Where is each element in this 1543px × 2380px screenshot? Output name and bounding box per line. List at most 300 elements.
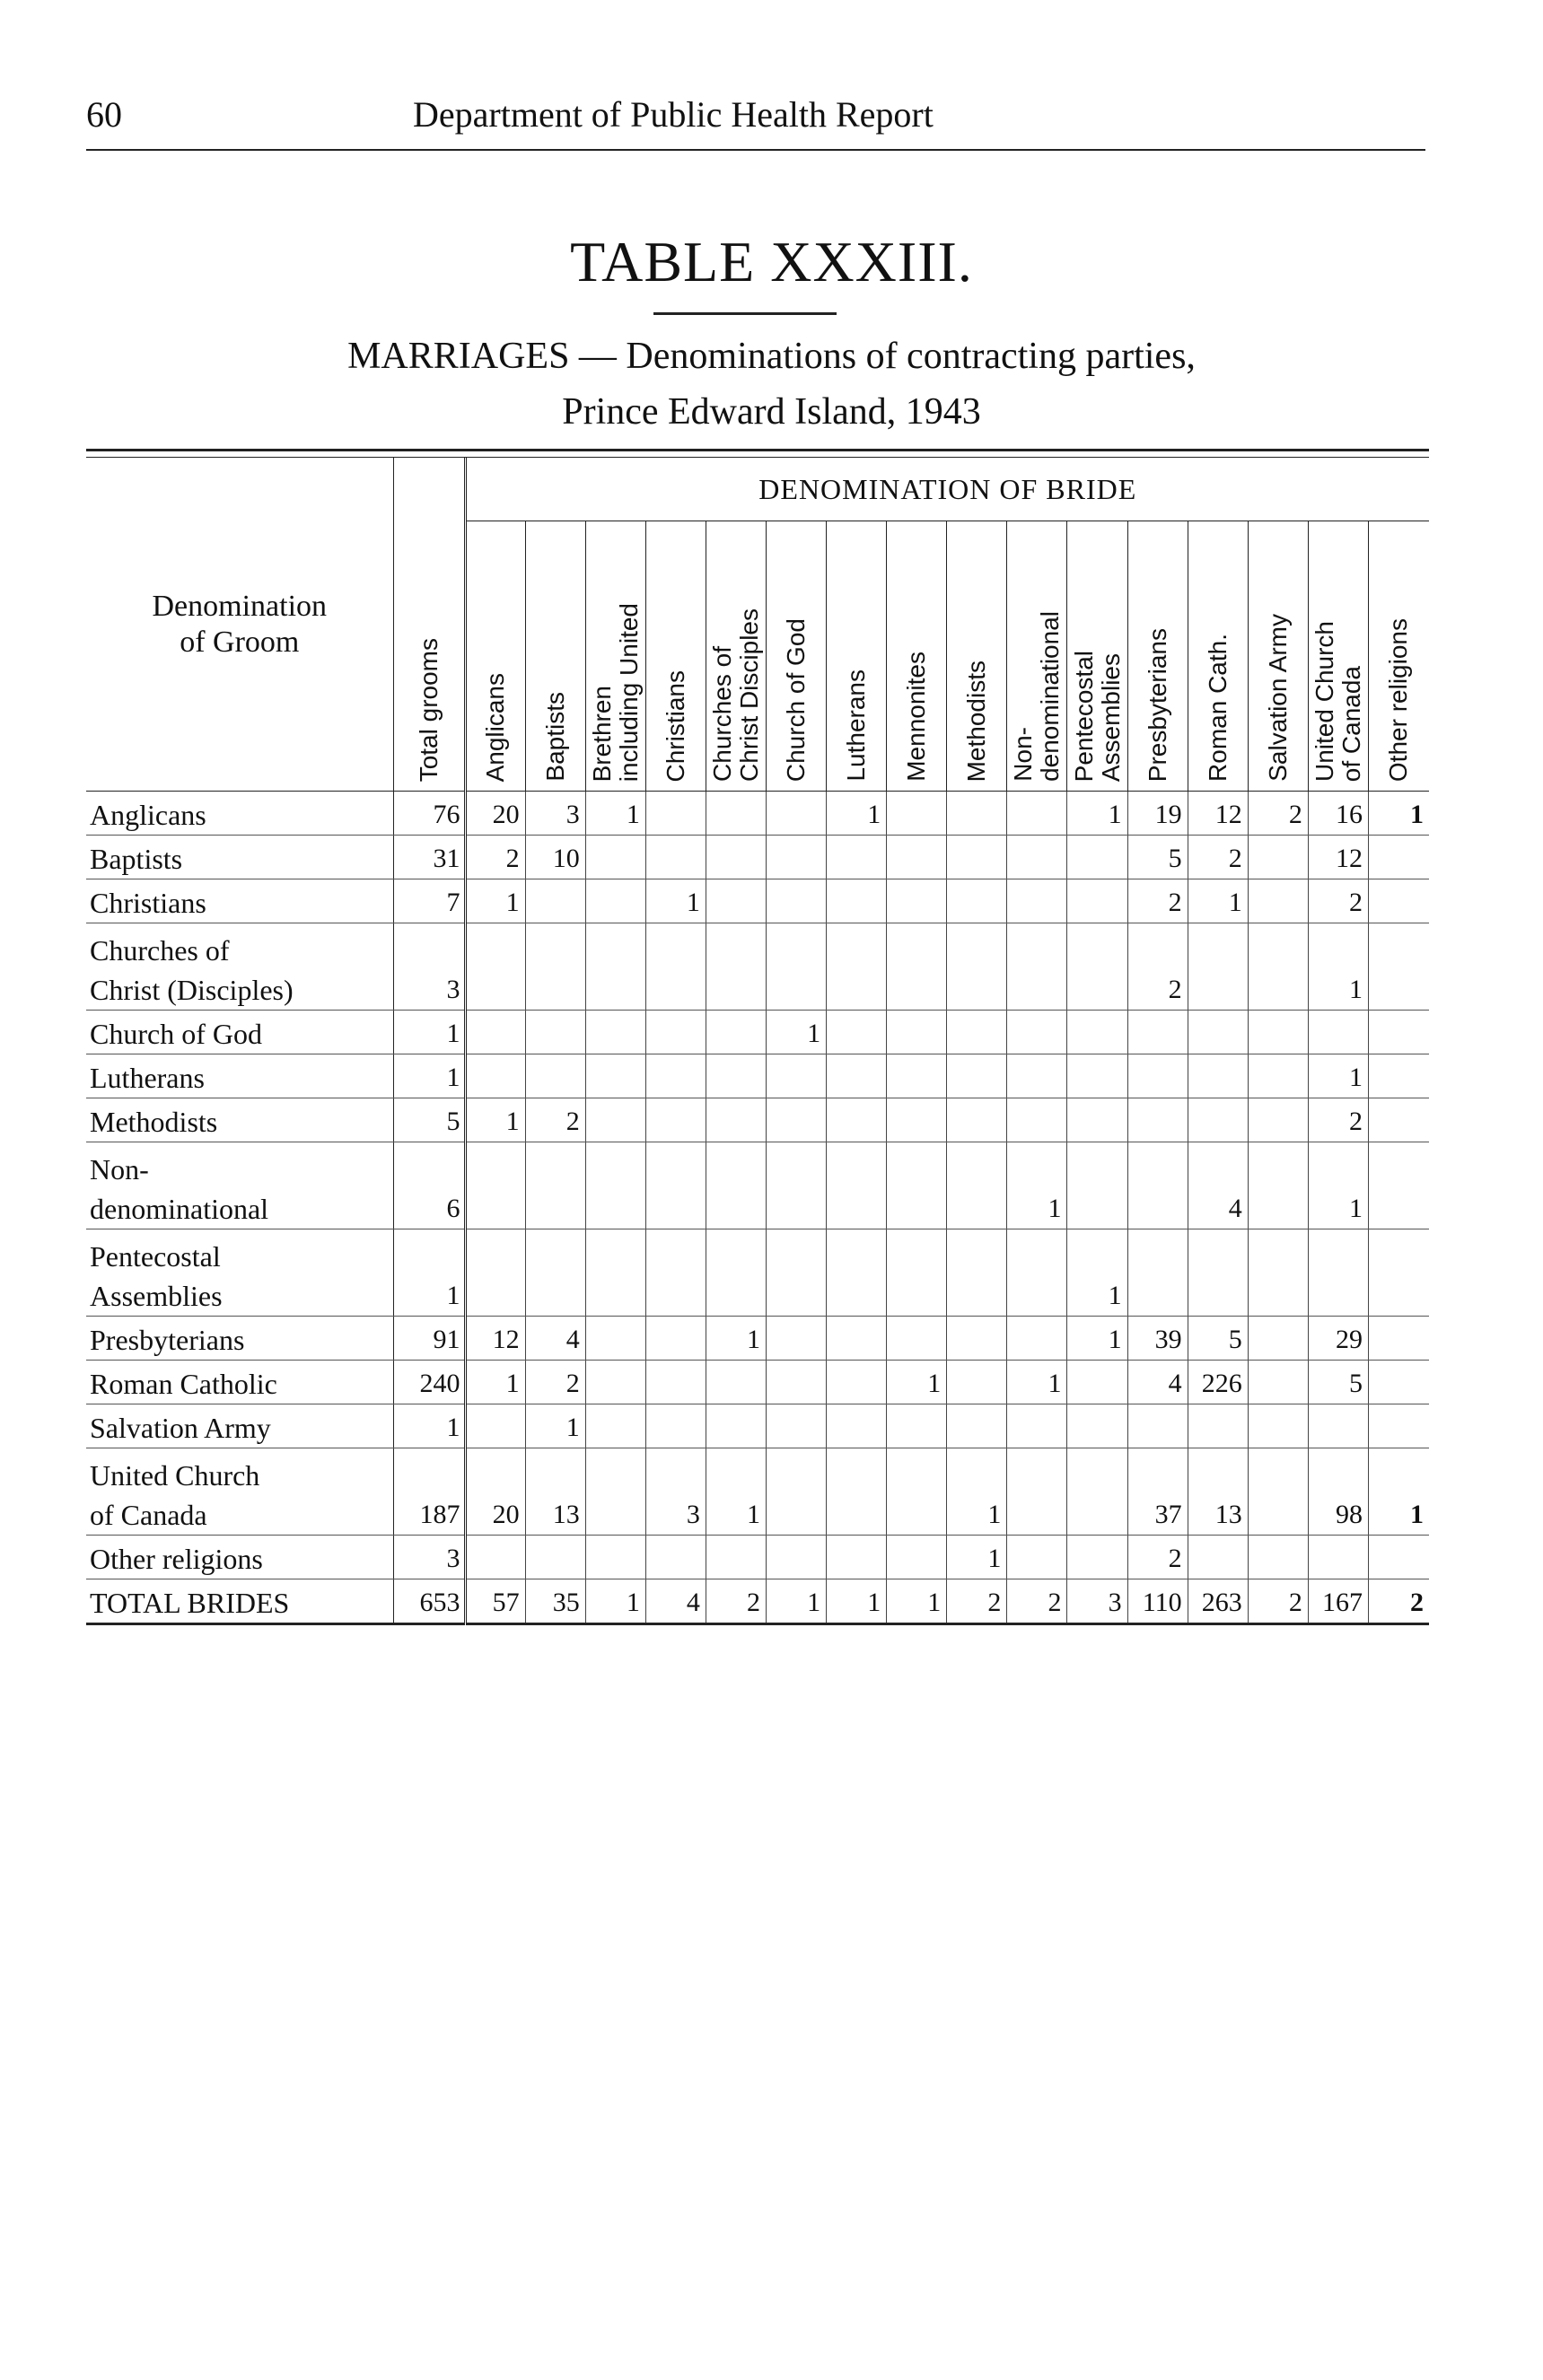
count-cell bbox=[645, 836, 706, 879]
count-cell bbox=[1368, 1098, 1429, 1142]
count-cell bbox=[1248, 1142, 1308, 1229]
count-cell: 39 bbox=[1127, 1317, 1188, 1361]
subtitle-line-2: Prince Edward Island, 1943 bbox=[562, 391, 981, 433]
count-cell bbox=[525, 1536, 585, 1579]
bride-column-label: Churches of bbox=[707, 646, 736, 782]
count-cell bbox=[1248, 879, 1308, 923]
running-title: Department of Public Health Report bbox=[413, 94, 934, 135]
count-cell: 2 bbox=[465, 836, 525, 879]
groom-denomination-line: Salvation Army bbox=[90, 1412, 271, 1444]
count-cell bbox=[465, 923, 525, 1011]
count-cell: 1 bbox=[767, 1011, 827, 1054]
bride-column-header bbox=[1067, 521, 1127, 792]
count-cell bbox=[767, 836, 827, 879]
groom-denomination-line: Roman Catholic bbox=[90, 1368, 277, 1400]
count-cell: 5 bbox=[1127, 836, 1188, 879]
count-cell bbox=[1127, 1142, 1188, 1229]
count-cell bbox=[1188, 1054, 1248, 1098]
count-cell bbox=[1007, 792, 1067, 836]
total-grooms-header bbox=[393, 458, 465, 792]
count-cell bbox=[645, 1142, 706, 1229]
count-cell bbox=[525, 879, 585, 923]
count-cell bbox=[1067, 923, 1127, 1011]
table-subtitle bbox=[0, 328, 1543, 440]
count-cell: 1 bbox=[1308, 1054, 1368, 1098]
count-cell: 1 bbox=[1067, 1317, 1127, 1361]
count-cell bbox=[706, 836, 766, 879]
count-cell bbox=[1127, 1054, 1188, 1098]
count-cell bbox=[1368, 1536, 1429, 1579]
count-cell: 12 bbox=[1308, 836, 1368, 879]
count-cell bbox=[1127, 1229, 1188, 1317]
count-cell bbox=[1248, 1404, 1308, 1448]
count-cell bbox=[767, 792, 827, 836]
groom-denomination-line: Lutherans bbox=[90, 1062, 205, 1094]
count-cell bbox=[465, 1011, 525, 1054]
count-cell bbox=[706, 1011, 766, 1054]
count-cell bbox=[1308, 1229, 1368, 1317]
count-cell bbox=[706, 1142, 766, 1229]
count-cell: 20 bbox=[465, 792, 525, 836]
count-cell bbox=[585, 1404, 645, 1448]
groom-denomination-line: Christians bbox=[90, 887, 206, 919]
count-cell bbox=[645, 1098, 706, 1142]
count-cell bbox=[585, 1317, 645, 1361]
count-cell: 5 bbox=[1188, 1317, 1248, 1361]
count-cell bbox=[706, 1404, 766, 1448]
groom-denomination bbox=[86, 923, 393, 1011]
table-title: TABLE XXXIII. bbox=[570, 230, 973, 293]
table-row bbox=[86, 836, 1429, 879]
groom-denomination-line: Anglicans bbox=[90, 799, 206, 831]
count-cell bbox=[947, 879, 1007, 923]
count-cell bbox=[767, 923, 827, 1011]
count-cell bbox=[645, 1536, 706, 1579]
bride-column-label: Salvation Army bbox=[1263, 614, 1292, 782]
count-cell bbox=[1368, 923, 1429, 1011]
table-row bbox=[86, 1448, 1429, 1536]
count-cell bbox=[1248, 1448, 1308, 1536]
groom-denomination bbox=[86, 1229, 393, 1317]
count-cell bbox=[1067, 836, 1127, 879]
table-row bbox=[86, 1011, 1429, 1054]
count-cell: 2 bbox=[1308, 879, 1368, 923]
groom-denomination bbox=[86, 1317, 393, 1361]
count-cell bbox=[1188, 1011, 1248, 1054]
groom-denomination bbox=[86, 879, 393, 923]
count-cell bbox=[706, 1536, 766, 1579]
count-cell bbox=[827, 1361, 887, 1404]
count-cell bbox=[827, 1404, 887, 1448]
count-cell: 4 bbox=[525, 1317, 585, 1361]
count-cell: 37 bbox=[1127, 1448, 1188, 1536]
count-cell bbox=[767, 1054, 827, 1098]
bride-column-header bbox=[1308, 521, 1368, 792]
count-cell bbox=[887, 1404, 947, 1448]
bride-column-label: Anglicans bbox=[481, 672, 510, 782]
count-cell bbox=[1067, 1054, 1127, 1098]
bride-column-label: Assemblies bbox=[1096, 652, 1125, 782]
total-grooms-cell: 240 bbox=[393, 1361, 465, 1404]
groom-denomination bbox=[86, 836, 393, 879]
count-cell bbox=[827, 1448, 887, 1536]
count-cell bbox=[645, 1361, 706, 1404]
count-cell bbox=[1368, 1011, 1429, 1054]
groom-denomination-line: Other religions bbox=[90, 1543, 263, 1575]
count-cell bbox=[645, 1011, 706, 1054]
count-cell bbox=[1368, 1317, 1429, 1361]
total-brides-cell: 1 bbox=[887, 1579, 947, 1624]
count-cell bbox=[947, 1054, 1007, 1098]
bride-column-header bbox=[1368, 521, 1429, 792]
table-row bbox=[86, 923, 1429, 1011]
count-cell bbox=[706, 1229, 766, 1317]
count-cell: 19 bbox=[1127, 792, 1188, 836]
count-cell bbox=[585, 1011, 645, 1054]
count-cell bbox=[645, 792, 706, 836]
table-row bbox=[86, 792, 1429, 836]
count-cell: 1 bbox=[1188, 879, 1248, 923]
count-cell bbox=[1248, 1229, 1308, 1317]
total-brides-cell: 1 bbox=[767, 1579, 827, 1624]
count-cell bbox=[947, 1011, 1007, 1054]
count-cell bbox=[1188, 1536, 1248, 1579]
groom-denomination-line: Churches of bbox=[90, 934, 230, 967]
count-cell bbox=[887, 879, 947, 923]
count-cell bbox=[585, 879, 645, 923]
bride-column-label: including United bbox=[614, 602, 643, 782]
total-grooms-cell: 76 bbox=[393, 792, 465, 836]
count-cell bbox=[767, 1142, 827, 1229]
count-cell bbox=[1188, 1229, 1248, 1317]
count-cell bbox=[525, 1142, 585, 1229]
count-cell bbox=[1248, 1011, 1308, 1054]
groom-denomination-line: Church of God bbox=[90, 1018, 262, 1050]
table-top-rule bbox=[86, 449, 1429, 458]
groom-denomination-line: Christ (Disciples) bbox=[90, 974, 294, 1006]
count-cell: 98 bbox=[1308, 1448, 1368, 1536]
count-cell bbox=[525, 923, 585, 1011]
count-cell: 2 bbox=[1248, 792, 1308, 836]
count-cell bbox=[887, 1536, 947, 1579]
groom-denomination-line: Baptists bbox=[90, 843, 183, 875]
count-cell bbox=[887, 923, 947, 1011]
count-cell: 1 bbox=[585, 792, 645, 836]
count-cell bbox=[1007, 1098, 1067, 1142]
count-cell: 20 bbox=[465, 1448, 525, 1536]
total-grooms-cell: 1 bbox=[393, 1054, 465, 1098]
count-cell bbox=[887, 792, 947, 836]
count-cell bbox=[887, 1098, 947, 1142]
total-grooms-cell: 6 bbox=[393, 1142, 465, 1229]
bride-column-label: Baptists bbox=[540, 692, 569, 782]
count-cell bbox=[767, 1536, 827, 1579]
count-cell bbox=[1067, 1448, 1127, 1536]
count-cell bbox=[1248, 1317, 1308, 1361]
count-cell: 10 bbox=[525, 836, 585, 879]
total-grooms-label: Total grooms bbox=[414, 637, 443, 782]
count-cell bbox=[525, 1011, 585, 1054]
count-cell bbox=[1368, 836, 1429, 879]
groom-denomination-line: United Church bbox=[90, 1459, 260, 1492]
bride-column-label: denominational bbox=[1036, 611, 1065, 782]
count-cell bbox=[947, 1142, 1007, 1229]
count-cell: 1 bbox=[645, 879, 706, 923]
count-cell bbox=[1188, 923, 1248, 1011]
total-grooms-cell: 91 bbox=[393, 1317, 465, 1361]
total-grooms-cell: 31 bbox=[393, 836, 465, 879]
count-cell bbox=[947, 1317, 1007, 1361]
bride-column-header bbox=[1127, 521, 1188, 792]
count-cell bbox=[1248, 1098, 1308, 1142]
bride-column-label: of Canada bbox=[1337, 665, 1365, 782]
count-cell bbox=[887, 1142, 947, 1229]
total-brides-cell: 1 bbox=[585, 1579, 645, 1624]
marriages-table bbox=[86, 449, 1429, 1625]
table-row bbox=[86, 1054, 1429, 1098]
count-cell bbox=[827, 1536, 887, 1579]
table-row bbox=[86, 1317, 1429, 1361]
count-cell: 3 bbox=[645, 1448, 706, 1536]
stub-header-line-1: Denomination bbox=[152, 589, 328, 623]
count-cell: 1 bbox=[1368, 792, 1429, 836]
count-cell: 16 bbox=[1308, 792, 1368, 836]
count-cell bbox=[1368, 1054, 1429, 1098]
total-brides-cell: 167 bbox=[1308, 1579, 1368, 1624]
subtitle-line-1: MARRIAGES — Denominations of contracting parties, bbox=[347, 336, 1196, 377]
page-number: 60 bbox=[86, 94, 122, 135]
total-brides-cell: 2 bbox=[706, 1579, 766, 1624]
count-cell bbox=[767, 1404, 827, 1448]
count-cell bbox=[1067, 1404, 1127, 1448]
bride-column-label: Methodists bbox=[962, 660, 991, 782]
total-brides-cell: 2 bbox=[1368, 1579, 1429, 1624]
count-cell bbox=[1248, 1536, 1308, 1579]
count-cell: 29 bbox=[1308, 1317, 1368, 1361]
table-row bbox=[86, 1142, 1429, 1229]
total-brides-cell: 4 bbox=[645, 1579, 706, 1624]
count-cell bbox=[827, 1142, 887, 1229]
total-grooms-cell: 7 bbox=[393, 879, 465, 923]
count-cell bbox=[1308, 1011, 1368, 1054]
count-cell bbox=[947, 836, 1007, 879]
count-cell bbox=[827, 1229, 887, 1317]
total-brides-cell: 263 bbox=[1188, 1579, 1248, 1624]
count-cell: 2 bbox=[1127, 923, 1188, 1011]
bride-column-header bbox=[947, 521, 1007, 792]
groom-denomination bbox=[86, 1536, 393, 1579]
count-cell bbox=[827, 1317, 887, 1361]
bride-column-label: United Church bbox=[1310, 621, 1338, 782]
count-cell: 1 bbox=[1308, 1142, 1368, 1229]
total-brides-cell: 35 bbox=[525, 1579, 585, 1624]
count-cell bbox=[1368, 1229, 1429, 1317]
bride-column-label: Mennonites bbox=[902, 652, 931, 782]
count-cell: 2 bbox=[1127, 879, 1188, 923]
count-cell bbox=[706, 1054, 766, 1098]
groom-denomination bbox=[86, 1011, 393, 1054]
bride-column-header bbox=[1188, 521, 1248, 792]
count-cell: 2 bbox=[1127, 1536, 1188, 1579]
total-grooms-cell: 3 bbox=[393, 923, 465, 1011]
count-cell bbox=[585, 1536, 645, 1579]
count-cell bbox=[585, 1054, 645, 1098]
count-cell bbox=[1067, 1142, 1127, 1229]
total-grooms-cell: 5 bbox=[393, 1098, 465, 1142]
count-cell bbox=[645, 923, 706, 1011]
count-cell bbox=[465, 1404, 525, 1448]
count-cell: 13 bbox=[525, 1448, 585, 1536]
bride-column-label: Christians bbox=[661, 669, 689, 782]
count-cell bbox=[947, 923, 1007, 1011]
count-cell bbox=[887, 1317, 947, 1361]
count-cell bbox=[706, 792, 766, 836]
bride-column-header bbox=[585, 521, 645, 792]
count-cell bbox=[706, 923, 766, 1011]
bride-group-header: DENOMINATION OF BRIDE bbox=[465, 458, 1429, 521]
count-cell bbox=[1188, 1404, 1248, 1448]
count-cell bbox=[1007, 1317, 1067, 1361]
count-cell bbox=[1067, 879, 1127, 923]
count-cell bbox=[585, 1098, 645, 1142]
count-cell bbox=[465, 1142, 525, 1229]
count-cell: 1 bbox=[706, 1448, 766, 1536]
count-cell: 4 bbox=[1127, 1361, 1188, 1404]
groom-denomination-line: Non- bbox=[90, 1153, 149, 1186]
count-cell bbox=[585, 1142, 645, 1229]
count-cell bbox=[465, 1229, 525, 1317]
count-cell: 1 bbox=[827, 792, 887, 836]
count-cell bbox=[1007, 923, 1067, 1011]
count-cell bbox=[585, 836, 645, 879]
count-cell bbox=[1007, 1404, 1067, 1448]
count-cell: 12 bbox=[1188, 792, 1248, 836]
bride-column-label: Brethren bbox=[587, 685, 616, 782]
count-cell: 13 bbox=[1188, 1448, 1248, 1536]
count-cell bbox=[1188, 1098, 1248, 1142]
table-row bbox=[86, 1361, 1429, 1404]
bride-column-label: Presbyterians bbox=[1143, 627, 1171, 782]
count-cell: 1 bbox=[1067, 1229, 1127, 1317]
count-cell bbox=[1368, 1361, 1429, 1404]
count-cell bbox=[645, 1229, 706, 1317]
count-cell: 226 bbox=[1188, 1361, 1248, 1404]
title-rule bbox=[653, 312, 837, 315]
total-brides-cell: 57 bbox=[465, 1579, 525, 1624]
count-cell bbox=[767, 1229, 827, 1317]
count-cell bbox=[767, 1361, 827, 1404]
count-cell bbox=[827, 1011, 887, 1054]
count-cell: 1 bbox=[947, 1536, 1007, 1579]
total-grooms-cell: 3 bbox=[393, 1536, 465, 1579]
count-cell bbox=[1007, 1536, 1067, 1579]
count-cell bbox=[1308, 1536, 1368, 1579]
page-header bbox=[86, 86, 1425, 151]
count-cell bbox=[887, 1011, 947, 1054]
groom-denomination bbox=[86, 1142, 393, 1229]
count-cell: 1 bbox=[887, 1361, 947, 1404]
bride-column-header bbox=[1007, 521, 1067, 792]
total-brides-cell: 2 bbox=[1007, 1579, 1067, 1624]
bride-column-header bbox=[767, 521, 827, 792]
table-row bbox=[86, 879, 1429, 923]
count-cell bbox=[585, 1448, 645, 1536]
bride-column-label: Roman Cath. bbox=[1203, 634, 1232, 782]
count-cell bbox=[1248, 1054, 1308, 1098]
stub-header-line-2: of Groom bbox=[180, 625, 300, 659]
count-cell bbox=[887, 1229, 947, 1317]
groom-denomination-line: Methodists bbox=[90, 1106, 218, 1138]
count-cell: 1 bbox=[1368, 1448, 1429, 1536]
count-cell bbox=[1368, 879, 1429, 923]
count-cell: 1 bbox=[1308, 923, 1368, 1011]
count-cell: 1 bbox=[706, 1317, 766, 1361]
bride-column-label: Other religions bbox=[1384, 617, 1413, 782]
count-cell bbox=[1007, 1448, 1067, 1536]
count-cell bbox=[1007, 1054, 1067, 1098]
count-cell: 1 bbox=[465, 1098, 525, 1142]
table-row bbox=[86, 1404, 1429, 1448]
count-cell bbox=[1127, 1404, 1188, 1448]
totals-label: TOTAL BRIDES bbox=[86, 1579, 393, 1624]
grand-total-cell: 653 bbox=[393, 1579, 465, 1624]
count-cell bbox=[585, 923, 645, 1011]
total-brides-cell: 1 bbox=[827, 1579, 887, 1624]
count-cell bbox=[887, 1054, 947, 1098]
total-grooms-cell: 187 bbox=[393, 1448, 465, 1536]
bride-column-header bbox=[465, 521, 525, 792]
total-grooms-cell: 1 bbox=[393, 1229, 465, 1317]
bride-column-header bbox=[706, 521, 766, 792]
bride-column-label: Lutherans bbox=[842, 669, 871, 782]
groom-denomination-line: Pentecostal bbox=[90, 1240, 221, 1273]
count-cell bbox=[827, 1098, 887, 1142]
count-cell bbox=[1127, 1011, 1188, 1054]
count-cell bbox=[1007, 1011, 1067, 1054]
count-cell bbox=[767, 1317, 827, 1361]
count-cell bbox=[887, 836, 947, 879]
count-cell bbox=[827, 923, 887, 1011]
groom-denomination bbox=[86, 1361, 393, 1404]
count-cell: 2 bbox=[1308, 1098, 1368, 1142]
count-cell bbox=[525, 1229, 585, 1317]
count-cell bbox=[1248, 836, 1308, 879]
count-cell bbox=[1067, 1098, 1127, 1142]
bride-column-label: Pentecostal bbox=[1069, 650, 1098, 782]
count-cell bbox=[767, 1448, 827, 1536]
count-cell: 12 bbox=[465, 1317, 525, 1361]
bride-column-header bbox=[525, 521, 585, 792]
table-row bbox=[86, 1229, 1429, 1317]
count-cell bbox=[465, 1536, 525, 1579]
count-cell bbox=[1067, 1011, 1127, 1054]
stub-header bbox=[86, 458, 393, 792]
count-cell bbox=[827, 1054, 887, 1098]
table-row bbox=[86, 1098, 1429, 1142]
bride-column-label: Non- bbox=[1009, 727, 1038, 782]
count-cell: 2 bbox=[525, 1098, 585, 1142]
count-cell bbox=[585, 1361, 645, 1404]
count-cell: 5 bbox=[1308, 1361, 1368, 1404]
count-cell bbox=[645, 1317, 706, 1361]
bride-column-header bbox=[1248, 521, 1308, 792]
groom-denomination bbox=[86, 1404, 393, 1448]
count-cell bbox=[947, 1098, 1007, 1142]
groom-denomination-line: Assemblies bbox=[90, 1280, 223, 1312]
count-cell: 1 bbox=[1007, 1361, 1067, 1404]
count-cell: 1 bbox=[1067, 792, 1127, 836]
count-cell: 1 bbox=[525, 1404, 585, 1448]
